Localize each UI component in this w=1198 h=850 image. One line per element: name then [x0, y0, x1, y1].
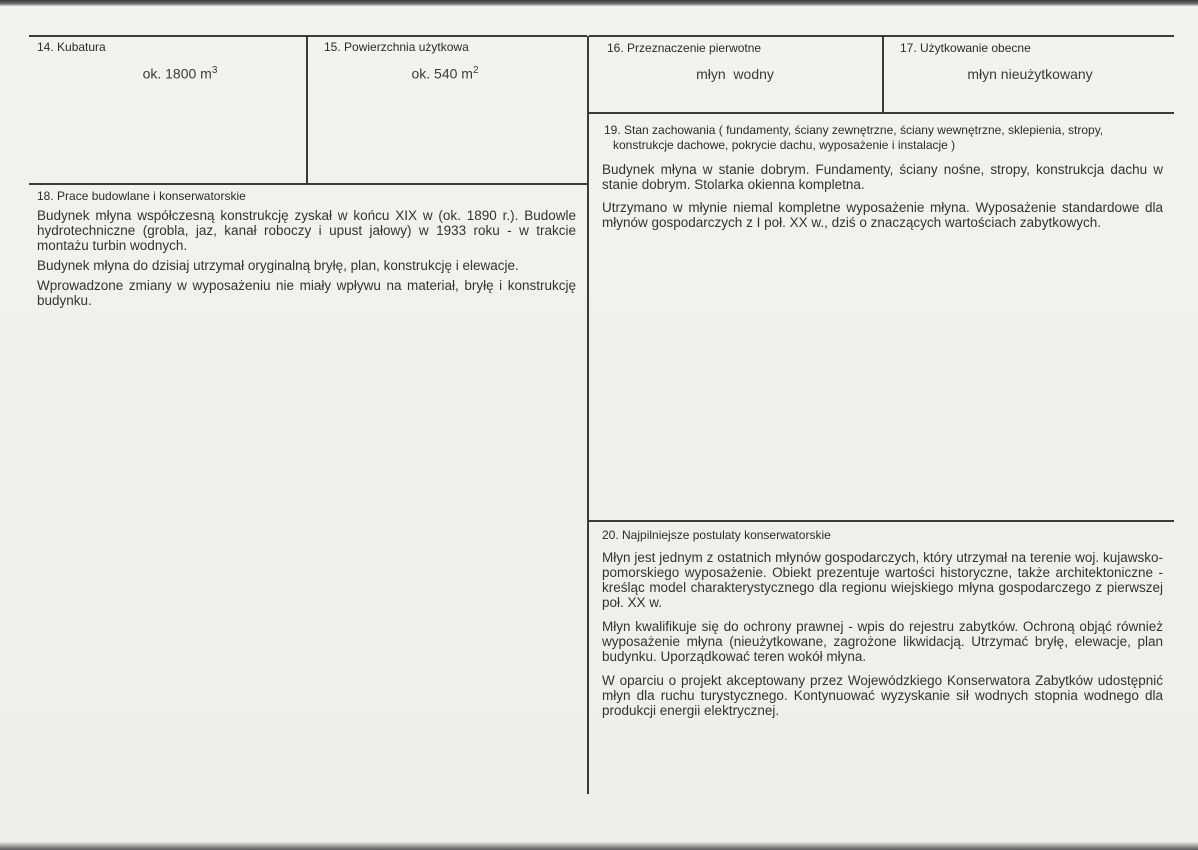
divider-under-14-15	[29, 183, 587, 185]
scan-bottom-edge	[0, 842, 1198, 850]
field-15-value	[345, 63, 545, 82]
field-19-paragraph: Budynek młyna w stanie dobrym. Fundamenty, ściany nośne, stropy, konstrukcja dachu w stanie dobrym. Stolarka okienna kompletna.	[602, 162, 1163, 192]
field-14-label: 14. Kubatura	[37, 40, 106, 54]
field-16-label: 16. Przeznaczenie pierwotne	[607, 41, 762, 55]
field-19-text	[602, 162, 1163, 235]
field-20-paragraph: Młyn kwalifikuje się do ochrony prawnej - wpis do rejestru zabytków. Ochroną objąć również wyposażenie młyna (nieużytkowane, zagrożone likwidacją. Utrzymać bryłę, elewacje, plan budynku. Uporządkować teren wokół młyna.	[602, 619, 1163, 664]
field-17-value: młyn nieużytkowany	[967, 66, 1093, 82]
divider-top-left	[29, 35, 587, 37]
field-19-label-line1: 19. Stan zachowania ( fundamenty, ściany zewnętrzne, ściany wewnętrzne, sklepienia, stropy,	[604, 123, 1104, 137]
field-18-paragraph: Budynek młyna współczesną konstrukcję zyskał w końcu XIX w (ok. 1890 r.). Budowle hydrotechniczne (grobla, jaz, kanał roboczy i upust jałowy) w 1933 roku - w trakcie montażu turbin wodnych.	[37, 208, 576, 253]
field-16-value: młyn wodny	[696, 66, 774, 82]
divider-under-16-17	[589, 112, 1174, 114]
scan-top-edge	[0, 0, 1198, 6]
field-20-label: 20. Najpilniejsze postulaty konserwatorskie	[602, 528, 831, 542]
field-20-paragraph: W oparciu o projekt akceptowany przez Wojewódzkiego Konserwatora Zabytków udostępnić młyn dla ruchu turystycznego. Kontynuować wyzyskanie sił wodnych stopnia wodnego dla produkcji energii elektrycznej.	[602, 673, 1163, 718]
field-19-label	[604, 123, 1164, 153]
divider-14-15	[306, 36, 308, 184]
field-19-paragraph: Utrzymano w młynie niemal kompletne wyposażenie młyna. Wyposażenie standardowe dla młynów gospodarczych z I poł. XX w., dziś o znaczących wartościach zabytkowych.	[602, 200, 1163, 230]
divider-16-17	[882, 36, 884, 113]
field-14-value	[80, 63, 280, 82]
field-18-text	[37, 208, 576, 313]
field-15-value-unit-exponent: 2	[472, 65, 479, 76]
field-20-text	[602, 550, 1163, 723]
field-14-value-text: ok. 1800 m	[142, 65, 212, 82]
field-18-paragraph: Wprowadzone zmiany w wyposażeniu nie miały wpływu na materiał, bryłę i konstrukcję budynku.	[37, 278, 576, 308]
field-20-paragraph: Młyn jest jednym z ostatnich młynów gospodarczych, który utrzymał na terenie woj. kujawsko-pomorskiego wyposażenie. Obiekt prezentuje wartości historyczne, także architektoniczne - kreśląc model charakterystycznego dla regionu wiejskiego młyna gospodarczego z pierwszej poł. XX w.	[602, 550, 1163, 610]
field-15-label: 15. Powierzchnia użytkowa	[324, 40, 469, 54]
field-18-label: 18. Prace budowlane i konserwatorskie	[37, 189, 246, 203]
field-18-paragraph: Budynek młyna do dzisiaj utrzymał oryginalną bryłę, plan, konstrukcję i elewacje.	[37, 258, 519, 273]
divider-center	[587, 36, 589, 794]
divider-above-20	[589, 520, 1174, 522]
field-19-label-line2: konstrukcje dachowe, pokrycie dachu, wyposażenie i instalacje )	[613, 138, 956, 152]
field-14-value-unit-exponent: 3	[211, 65, 218, 76]
field-17-label: 17. Użytkowanie obecne	[900, 41, 1031, 55]
field-15-value-text: ok. 540 m	[411, 65, 473, 82]
